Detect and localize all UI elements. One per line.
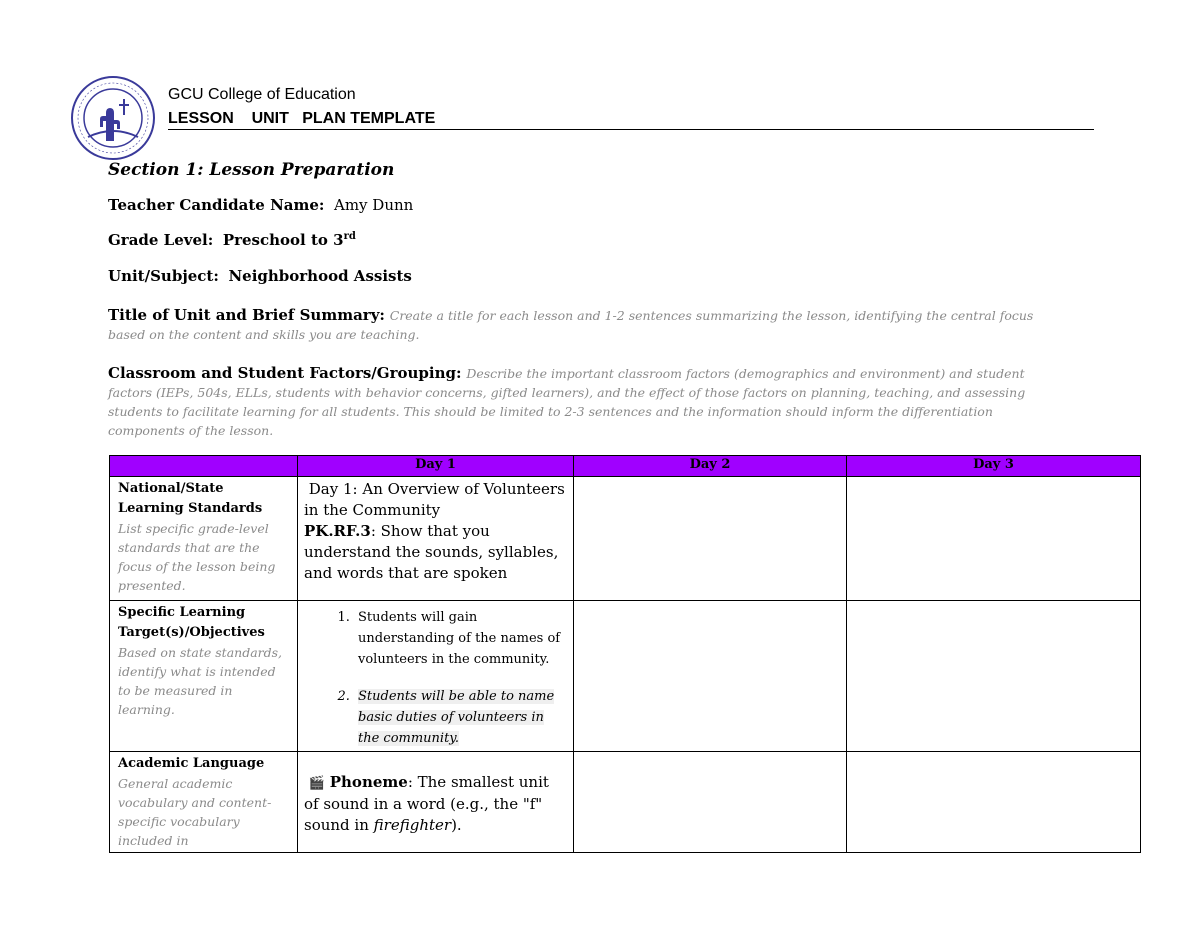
standards-day-1[interactable] xyxy=(298,477,574,601)
header-blank xyxy=(110,456,298,477)
section-title: Section 1: Lesson Preparation xyxy=(108,160,395,180)
standards-row-header xyxy=(110,477,298,601)
header-day-2: Day 2 xyxy=(574,456,847,477)
lesson-plan-table xyxy=(109,455,1141,853)
objective-item-1: 1. Students will gain understanding of the names of volunteers in the community. xyxy=(354,607,567,670)
standards-text: : Show that you understand the sounds, syllables, and words that are spoken xyxy=(304,522,559,582)
language-day-2[interactable] xyxy=(574,752,847,853)
header-day-1: Day 1 xyxy=(298,456,574,477)
objectives-day-2[interactable] xyxy=(574,601,847,752)
template-title: LESSON UNIT PLAN TEMPLATE xyxy=(168,110,1094,130)
objectives-day-3[interactable] xyxy=(847,601,1141,752)
table-row xyxy=(110,601,1141,752)
teacher-name-field xyxy=(108,196,413,214)
unit-subject-field xyxy=(108,267,412,285)
classroom-factors-hint: Describe the important classroom factors (demographics and environment) and student factors (IEPs, 504s, ELLs, students with behavior concerns, gifted learners), and the effect of those factors on planning, teaching, and assessing students to facilitate learning for all students. This should be limited to 2-3 sentences and the information should inform the differentiation components of the lesson. xyxy=(108,366,1026,438)
standards-day-2[interactable] xyxy=(574,477,847,601)
classroom-factors-label: Classroom and Student Factors/Grouping: xyxy=(108,364,462,382)
college-name: GCU College of Education xyxy=(168,86,356,103)
phoneme-term: Phoneme xyxy=(329,773,408,791)
objectives-title: Specific Learning Target(s)/Objectives xyxy=(118,605,265,640)
language-day-1[interactable] xyxy=(298,752,574,853)
unit-subject-value: Neighborhood Assists xyxy=(228,267,412,285)
language-row-header xyxy=(110,752,298,853)
clapperboard-icon: 🎬 xyxy=(308,776,325,791)
language-title: Academic Language xyxy=(118,756,265,771)
unit-title-label: Title of Unit and Brief Summary: xyxy=(108,306,385,324)
grade-level-sup: rd xyxy=(343,231,356,242)
teacher-name-label: Teacher Candidate Name: xyxy=(108,196,325,214)
standards-day1-title: Day 1: An Overview of Volunteers in the Community xyxy=(304,480,565,519)
phoneme-definition: : The smallest unit of sound in a word (e.g., the "f" sound in xyxy=(304,773,549,834)
unit-title-summary xyxy=(108,306,1068,344)
classroom-factors xyxy=(108,364,1068,440)
header-day-3: Day 3 xyxy=(847,456,1141,477)
grade-level-label: Grade Level: xyxy=(108,231,214,249)
table-row xyxy=(110,752,1141,853)
phoneme-example: firefighter xyxy=(373,816,452,834)
objective-item-2: 2. Students will be able to name basic duties of volunteers in the community. xyxy=(354,686,567,749)
objectives-day-1[interactable] xyxy=(298,601,574,752)
university-seal xyxy=(70,75,156,161)
teacher-name-value: Amy Dunn xyxy=(334,196,414,214)
language-hint: General academic vocabulary and content-specific vocabulary included in xyxy=(118,776,272,848)
phoneme-end: ). xyxy=(451,816,462,834)
table-row xyxy=(110,477,1141,601)
standards-code: PK.RF.3 xyxy=(304,522,371,540)
unit-title-hint: Create a title for each lesson and 1-2 sentences summarizing the lesson, identifying the central focus based on the content and skills you are teaching. xyxy=(108,308,1034,342)
objectives-hint: Based on state standards, identify what is intended to be measured in learning. xyxy=(118,645,283,717)
standards-hint: List specific grade-level standards that are the focus of the lesson being presented. xyxy=(118,521,276,593)
table-header-row xyxy=(110,456,1141,477)
standards-title: National/State Learning Standards xyxy=(118,481,263,516)
unit-subject-label: Unit/Subject: xyxy=(108,267,219,285)
standards-day-3[interactable] xyxy=(847,477,1141,601)
grade-level-value: Preschool to 3 xyxy=(222,231,344,249)
language-day-3[interactable] xyxy=(847,752,1141,853)
objectives-row-header xyxy=(110,601,298,752)
grade-level-field xyxy=(108,231,356,249)
